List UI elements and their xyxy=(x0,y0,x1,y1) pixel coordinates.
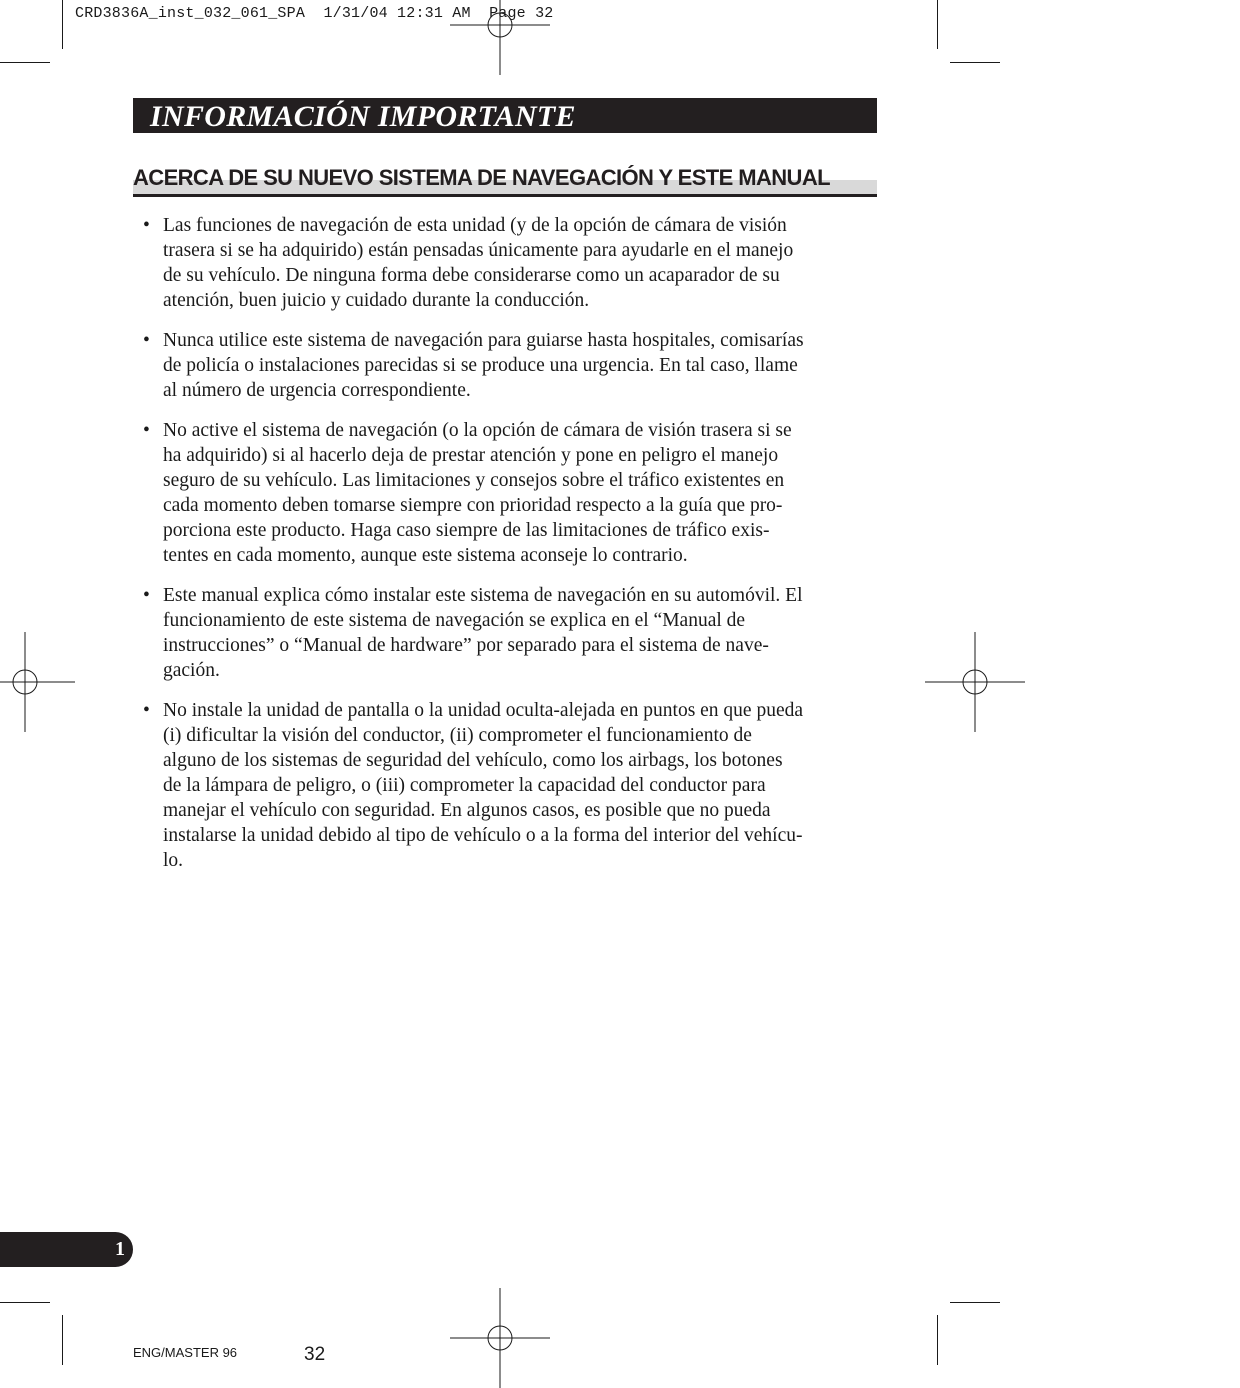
text-line: (i) dificultar la visión del conductor, (ii) comprometer el funcionamiento de xyxy=(163,725,752,746)
text-line: Las funciones de navegación de esta unidad (y de la opción de cámara de visión xyxy=(163,215,787,236)
crop-mark xyxy=(0,1302,50,1303)
list-item xyxy=(143,583,855,683)
text-line: No instale la unidad de pantalla o la unidad oculta-alejada en puntos en que pueda xyxy=(163,700,804,721)
bullet-dot: • xyxy=(143,330,150,351)
text-line: cada momento deben tomarse siempre con prioridad respecto a la guía que pro- xyxy=(163,495,783,516)
list-item xyxy=(143,698,855,873)
text-line: Nunca utilice este sistema de navegación para guiarse hasta hospitales, comisarías xyxy=(163,330,804,351)
text-line: tentes en cada momento, aunque este sistema aconseje lo contrario. xyxy=(163,545,688,566)
text-line: de policía o instalaciones parecidas si se produce una urgencia. En tal caso, llame xyxy=(163,355,798,376)
text-line: porciona este producto. Haga caso siempre de las limitaciones de tráfico exis- xyxy=(163,520,770,541)
crop-mark xyxy=(62,0,63,49)
registration-mark-top xyxy=(450,0,550,75)
text-line: No active el sistema de navegación (o la opción de cámara de visión trasera si se xyxy=(163,420,792,441)
page-title-bar xyxy=(133,98,877,133)
bullet-dot: • xyxy=(143,585,150,606)
text-line: atención, buen juicio y cuidado durante la conducción. xyxy=(163,290,590,311)
text-line: instalarse la unidad debido al tipo de vehículo o a la forma del interior del vehícu- xyxy=(163,825,803,846)
text-line: de la lámpara de peligro, o (iii) comprometer la capacidad del conductor para xyxy=(163,775,766,796)
chapter-tab xyxy=(0,1232,133,1267)
section-heading-text: ACERCA DE SU NUEVO SISTEMA DE NAVEGACIÓN Y ESTE MANUAL xyxy=(133,165,830,190)
bullet-dot: • xyxy=(143,700,150,721)
crop-mark xyxy=(62,1315,63,1365)
crop-mark xyxy=(937,1315,938,1365)
section-heading xyxy=(133,162,877,197)
bullet-list xyxy=(143,213,855,888)
page-title: INFORMACIÓN IMPORTANTE xyxy=(150,100,576,133)
crop-mark xyxy=(937,0,938,49)
text-line: manejar el vehículo con seguridad. En algunos casos, es posible que no pueda xyxy=(163,800,771,821)
page-number: 32 xyxy=(304,1344,326,1365)
chapter-number: 1 xyxy=(115,1238,125,1260)
registration-mark-bottom xyxy=(450,1288,550,1388)
text-line: lo. xyxy=(163,850,184,871)
text-line: trasera si se ha adquirido) están pensadas únicamente para ayudarle en el manejo xyxy=(163,240,794,261)
text-line: de su vehículo. De ninguna forma debe considerarse como un acaparador de su xyxy=(163,265,780,286)
text-line: al número de urgencia correspondiente. xyxy=(163,380,471,401)
text-line: instrucciones” o “Manual de hardware” por separado para el sistema de nave- xyxy=(163,635,769,656)
crop-mark xyxy=(0,62,50,63)
registration-mark-left xyxy=(0,632,75,732)
text-line: seguro de su vehículo. Las limitaciones y consejos sobre el tráfico existentes en xyxy=(163,470,785,491)
list-item xyxy=(143,418,855,568)
registration-mark-right xyxy=(925,632,1025,732)
crop-mark xyxy=(950,1302,1000,1303)
bullet-dot: • xyxy=(143,420,150,441)
text-line: alguno de los sistemas de seguridad del vehículo, como los airbags, los botones xyxy=(163,750,783,771)
text-line: funcionamiento de este sistema de navegación se explica en el “Manual de xyxy=(163,610,746,631)
list-item xyxy=(143,328,855,403)
text-line: Este manual explica cómo instalar este sistema de navegación en su automóvil. El xyxy=(163,585,803,606)
text-line: gación. xyxy=(163,660,220,681)
footer-master-label: ENG/MASTER 96 xyxy=(133,1345,238,1360)
heading-rule xyxy=(133,194,877,197)
bullet-dot: • xyxy=(143,215,150,236)
printer-slug: CRD3836A_inst_032_061_SPA 1/31/04 12:31 AM Page 32 xyxy=(75,5,554,22)
crop-mark xyxy=(950,62,1000,63)
list-item xyxy=(143,213,855,313)
text-line: ha adquirido) si al hacerlo deja de prestar atención y pone en peligro el manejo xyxy=(163,445,779,466)
